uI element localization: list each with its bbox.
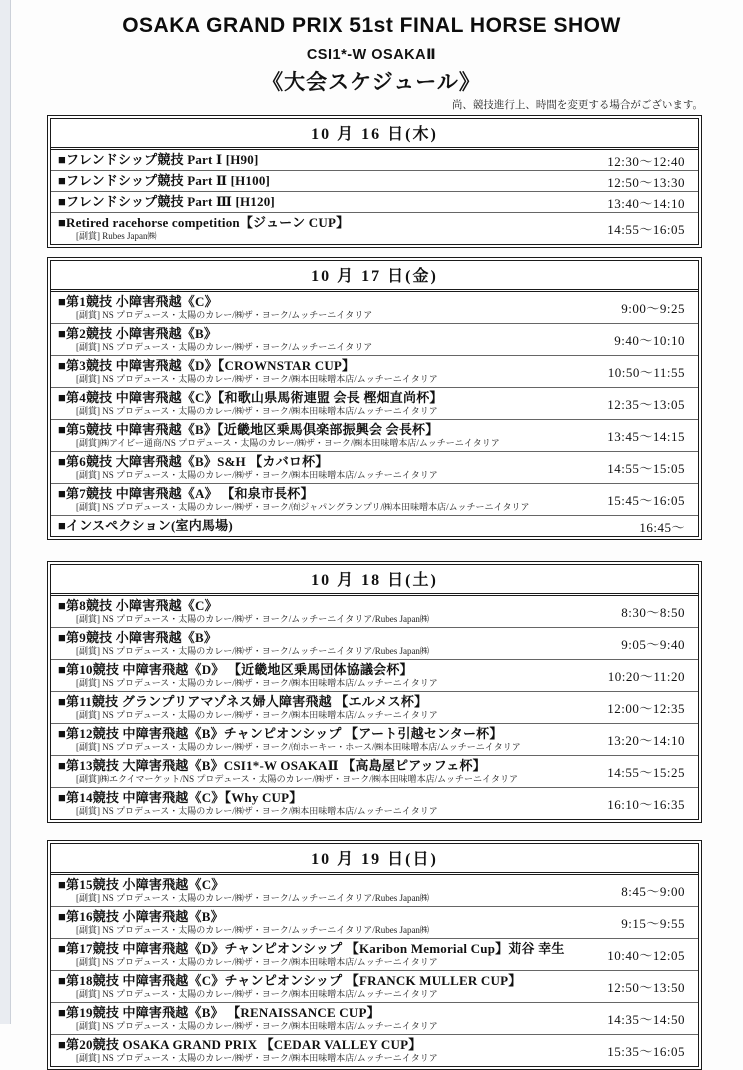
schedule-row [51, 875, 698, 906]
schedule-table [47, 840, 702, 1070]
event-info [51, 875, 580, 906]
event-title: ■第2競技 小障害飛越《B》 [58, 326, 218, 341]
schedule-row [51, 355, 698, 387]
event-prize: [副賞] NS プロデュース・太陽のカレー/㈱ザ・ヨーク/ムッチーニイタリア/Rubes Japan㈱ [76, 893, 429, 903]
event-time: 10:20～11:20 [607, 669, 685, 684]
event-prize: [副賞]㈱アイビー通商/NS プロデュース・太陽のカレー/㈱ザ・ヨーク/㈱本田味噌本店/ムッチーニイタリア [76, 438, 500, 448]
schedule-heading: 《大会スケジュール》 [262, 70, 481, 94]
event-info [51, 356, 580, 387]
schedule-row [51, 691, 698, 723]
event-time: 12:00～12:35 [607, 701, 685, 716]
event-subtitle: CSI1*-W OSAKAⅡ [306, 47, 437, 63]
event-prize: [副賞] NS プロデュース・太陽のカレー/㈱ザ・ヨーク/㈱本田味噌本店/ムッチーニイタリア [76, 374, 438, 384]
event-info [51, 628, 580, 659]
event-info [51, 971, 580, 1002]
event-title: ■フレンドシップ競技 Part Ⅱ [H100] [58, 173, 271, 188]
schedule-row [51, 596, 698, 627]
schedule-row [51, 970, 698, 1002]
schedule-row [51, 755, 698, 787]
schedule-row [51, 212, 698, 244]
schedule-row [51, 150, 698, 170]
event-time: 13:40～14:10 [607, 195, 685, 211]
event-prize: [副賞] NS プロデュース・太陽のカレー/㈱ザ・ヨーク/㈱本田味噌本店/ムッチーニイタリア [76, 957, 438, 967]
event-info [51, 596, 580, 627]
event-title: ■第8競技 小障害飛越《C》 [58, 598, 218, 613]
event-prize: [副賞] NS プロデュース・太陽のカレー/㈱ザ・ヨーク/㈱本田味噌本店/ムッチーニイタリア [76, 989, 438, 999]
event-prize: [副賞] NS プロデュース・太陽のカレー/㈱ザ・ヨーク/ムッチーニイタリア/Rubes Japan㈱ [76, 925, 429, 935]
schedule-row [51, 787, 698, 819]
event-info [51, 324, 580, 355]
event-title: ■第16競技 小障害飛越《B》 [58, 909, 224, 924]
event-time: 12:50～13:50 [607, 980, 685, 995]
table-date-header: 10 月 16 日(木) [51, 119, 698, 150]
event-prize: [副賞] NS プロデュース・太陽のカレー/㈱ザ・ヨーク/㈲ホーキー・ホース/㈱本田味噌本店/ムッチーニイタリア [76, 742, 521, 752]
event-info [51, 192, 580, 212]
schedule-table [47, 115, 702, 248]
event-time: 14:55～15:25 [607, 765, 685, 780]
schedule-row [51, 170, 698, 191]
event-info [51, 692, 580, 723]
event-prize: [副賞] NS プロデュース・太陽のカレー/㈱ザ・ヨーク/ムッチーニイタリア [76, 342, 373, 352]
event-title: ■インスペクション(室内馬場) [58, 518, 233, 533]
schedule-tables [47, 115, 702, 1070]
event-prize: [副賞] NS プロデュース・太陽のカレー/㈱ザ・ヨーク/ムッチーニイタリア/Rubes Japan㈱ [76, 646, 429, 656]
schedule-table [47, 561, 702, 823]
event-info [51, 388, 580, 419]
event-prize: [副賞] NS プロデュース・太陽のカレー/㈱ザ・ヨーク/㈱本田味噌本店/ムッチーニイタリア [76, 406, 438, 416]
schedule-row [51, 419, 698, 451]
event-prize: [副賞] NS プロデュース・太陽のカレー/㈱ザ・ヨーク/㈱本田味噌本店/ムッチーニイタリア [76, 806, 438, 816]
event-info [51, 292, 580, 323]
event-time: 16:45～ [639, 519, 685, 535]
event-title: ■第3競技 中障害飛越《D》【CROWNSTAR CUP】 [58, 358, 356, 373]
event-time: 12:50～13:30 [607, 174, 685, 190]
event-time: 13:45～14:15 [607, 429, 685, 444]
event-title: ■第18競技 中障害飛越《C》チャンピオンシップ 【FRANCK MULLER CUP】 [58, 973, 522, 988]
event-info [51, 420, 580, 451]
event-info [51, 150, 580, 170]
schedule-row [51, 723, 698, 755]
schedule-row [51, 659, 698, 691]
schedule-row [51, 1002, 698, 1034]
event-info [51, 213, 580, 244]
schedule-row [51, 292, 698, 323]
notice-text: 尚、競技進行上、時間を変更する場合がございます。 [451, 100, 703, 111]
event-title: ■第5競技 中障害飛越《B》【近畿地区乗馬倶楽部振興会 会長杯】 [58, 422, 439, 437]
table-date-header: 10 月 19 日(日) [51, 844, 698, 875]
table-date-header: 10 月 18 日(土) [51, 565, 698, 596]
page-title: OSAKA GRAND PRIX 51st FINAL HORSE SHOW [122, 14, 621, 37]
schedule-row [51, 627, 698, 659]
event-title: ■第9競技 小障害飛越《B》 [58, 630, 218, 645]
event-title: ■第14競技 中障害飛越《C》【Why CUP】 [58, 790, 303, 805]
schedule-row [51, 483, 698, 515]
event-time: 9:05～9:40 [621, 637, 685, 652]
schedule-row [51, 191, 698, 212]
event-info [51, 171, 580, 191]
table-date-header: 10 月 17 日(金) [51, 261, 698, 292]
event-prize: [副賞] NS プロデュース・太陽のカレー/㈱ザ・ヨーク/㈱本田味噌本店/ムッチーニイタリア [76, 710, 438, 720]
event-time: 13:20～14:10 [607, 733, 685, 748]
event-title: ■第1競技 小障害飛越《C》 [58, 294, 218, 309]
event-time: 16:10～16:35 [607, 797, 685, 812]
event-prize: [副賞]㈱エクイマーケット/NS プロデュース・太陽のカレー/㈱ザ・ヨーク/㈱本田味噌本店/ムッチーニイタリア [76, 774, 519, 784]
schedule-table [47, 257, 702, 540]
event-info [51, 756, 580, 787]
schedule-row [51, 451, 698, 483]
event-info [51, 724, 580, 755]
event-info [51, 1003, 580, 1034]
event-title: ■第20競技 OSAKA GRAND PRIX 【CEDAR VALLEY CUP】 [58, 1037, 422, 1052]
event-time: 12:35～13:05 [607, 397, 685, 412]
event-time: 10:40～12:05 [607, 948, 685, 963]
event-info [51, 1035, 580, 1066]
schedule-row [51, 938, 698, 970]
event-time: 14:35～14:50 [607, 1012, 685, 1027]
event-prize: [副賞] NS プロデュース・太陽のカレー/㈱ザ・ヨーク/㈲ジャパングランプリ/㈱本田味噌本店/ムッチーニイタリア [76, 502, 530, 512]
event-prize: [副賞] NS プロデュース・太陽のカレー/㈱ザ・ヨーク/ムッチーニイタリア [76, 310, 373, 320]
event-title: ■第10競技 中障害飛越《D》 【近畿地区乗馬団体協議会杯】 [58, 662, 413, 677]
event-title: ■第13競技 大障害飛越《B》CSI1*-W OSAKAⅡ 【高島屋ピアッフェ杯】 [58, 758, 486, 773]
event-title: ■Retired racehorse competition【ジューン CUP】 [58, 215, 350, 230]
event-time: 9:15～9:55 [621, 916, 685, 931]
event-time: 14:55～15:05 [607, 461, 685, 476]
event-time: 9:40～10:10 [614, 333, 685, 348]
event-title: ■第11競技 グランプリアマゾネス婦人障害飛越 【エルメス杯】 [58, 694, 428, 709]
schedule-row [51, 323, 698, 355]
event-time: 14:55～16:05 [607, 222, 685, 237]
schedule-row [51, 515, 698, 536]
event-title: ■フレンドシップ競技 Part Ⅰ [H90] [58, 152, 259, 167]
event-info [51, 452, 580, 483]
event-time: 9:00～9:25 [621, 301, 685, 316]
schedule-row [51, 1034, 698, 1066]
event-title: ■第17競技 中障害飛越《D》チャンピオンシップ 【Karibon Memorial Cup】苅谷 幸生 [58, 941, 565, 956]
schedule-row [51, 906, 698, 938]
event-title: ■第12競技 中障害飛越《B》チャンピオンシップ 【アート引越センター杯】 [58, 726, 503, 741]
event-prize: [副賞] Rubes Japan㈱ [76, 231, 157, 241]
event-time: 8:30～8:50 [621, 605, 685, 620]
event-time: 8:45～9:00 [621, 884, 685, 899]
event-info [51, 788, 580, 819]
event-info [51, 907, 580, 938]
event-prize: [副賞] NS プロデュース・太陽のカレー/㈱ザ・ヨーク/㈱本田味噌本店/ムッチーニイタリア [76, 470, 438, 480]
event-info [51, 939, 580, 970]
event-time: 10:50～11:55 [607, 365, 685, 380]
event-time: 15:45～16:05 [607, 493, 685, 508]
event-title: ■フレンドシップ競技 Part Ⅲ [H120] [58, 194, 275, 209]
event-title: ■第19競技 中障害飛越《B》 【RENAISSANCE CUP】 [58, 1005, 380, 1020]
event-prize: [副賞] NS プロデュース・太陽のカレー/㈱ザ・ヨーク/ムッチーニイタリア/Rubes Japan㈱ [76, 614, 429, 624]
schedule-row [51, 387, 698, 419]
event-title: ■第15競技 小障害飛越《C》 [58, 877, 225, 892]
event-title: ■第6競技 大障害飛越《B》S&H 【カバロ杯】 [58, 454, 329, 469]
event-info [51, 484, 580, 515]
event-info [51, 516, 580, 536]
event-time: 12:30～12:40 [607, 153, 685, 169]
event-title: ■第4競技 中障害飛越《C》【和歌山県馬術連盟 会長 樫畑直尚杯】 [58, 390, 443, 405]
event-time: 15:35～16:05 [607, 1044, 685, 1059]
event-prize: [副賞] NS プロデュース・太陽のカレー/㈱ザ・ヨーク/㈱本田味噌本店/ムッチーニイタリア [76, 678, 438, 688]
event-prize: [副賞] NS プロデュース・太陽のカレー/㈱ザ・ヨーク/㈱本田味噌本店/ムッチーニイタリア [76, 1053, 438, 1063]
event-prize: [副賞] NS プロデュース・太陽のカレー/㈱ザ・ヨーク/㈱本田味噌本店/ムッチーニイタリア [76, 1021, 438, 1031]
event-title: ■第7競技 中障害飛越《A》 【和泉市長杯】 [58, 486, 314, 501]
event-info [51, 660, 580, 691]
